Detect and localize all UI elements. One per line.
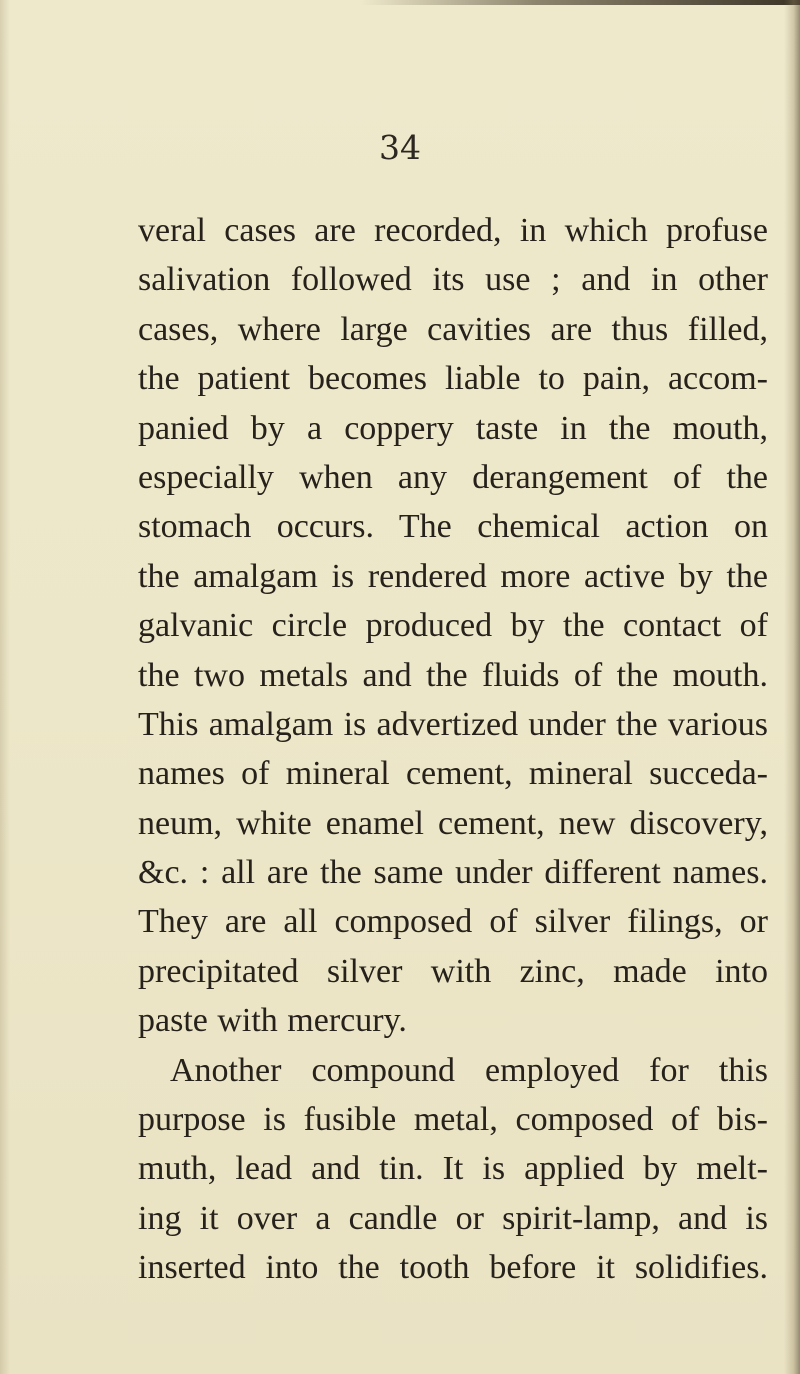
text-line: veral cases are recorded, in which profuse — [138, 212, 768, 249]
text-line: &c. : all are the same under different names. — [138, 854, 768, 892]
text-line: cases, where large cavities are thus filled, — [138, 310, 768, 348]
text-line: paste with mercury. — [138, 1002, 407, 1040]
text-line: ing it over a candle or spirit-lamp, and is — [138, 1199, 768, 1237]
page-number: 34 — [379, 128, 421, 167]
text-line: neum, white enamel cement, new discovery, — [138, 804, 768, 842]
body-text — [138, 206, 768, 1293]
text-line: stomach occurs. The chemical action on — [138, 508, 768, 546]
text-line: galvanic circle produced by the contact of — [138, 607, 768, 645]
text-line: muth, lead and tin. It is applied by melt- — [138, 1150, 768, 1188]
text-line: the two metals and the fluids of the mouth. — [138, 656, 768, 694]
text-line: salivation followed its use ; and in other — [138, 261, 768, 299]
page-right-shadow — [784, 0, 800, 1374]
text-line: the patient becomes liable to pain, accom- — [138, 360, 768, 398]
text-line: Another compound employed for this — [170, 1051, 768, 1089]
text-line: panied by a coppery taste in the mouth, — [138, 409, 768, 447]
text-line: purpose is fusible metal, composed of bis- — [138, 1101, 768, 1139]
text-line: This amalgam is advertized under the various — [138, 705, 768, 743]
page-top-shadow — [360, 0, 800, 5]
text-line: inserted into the tooth before it solidifies. — [138, 1249, 768, 1287]
text-line: They are all composed of silver filings, or — [138, 903, 768, 941]
page-left-shadow — [0, 0, 10, 1374]
text-line: precipitated silver with zinc, made into — [138, 952, 768, 990]
text-line: names of mineral cement, mineral succeda- — [138, 755, 768, 793]
text-line: especially when any derangement of the — [138, 458, 768, 496]
text-line: the amalgam is rendered more active by the — [138, 557, 768, 595]
